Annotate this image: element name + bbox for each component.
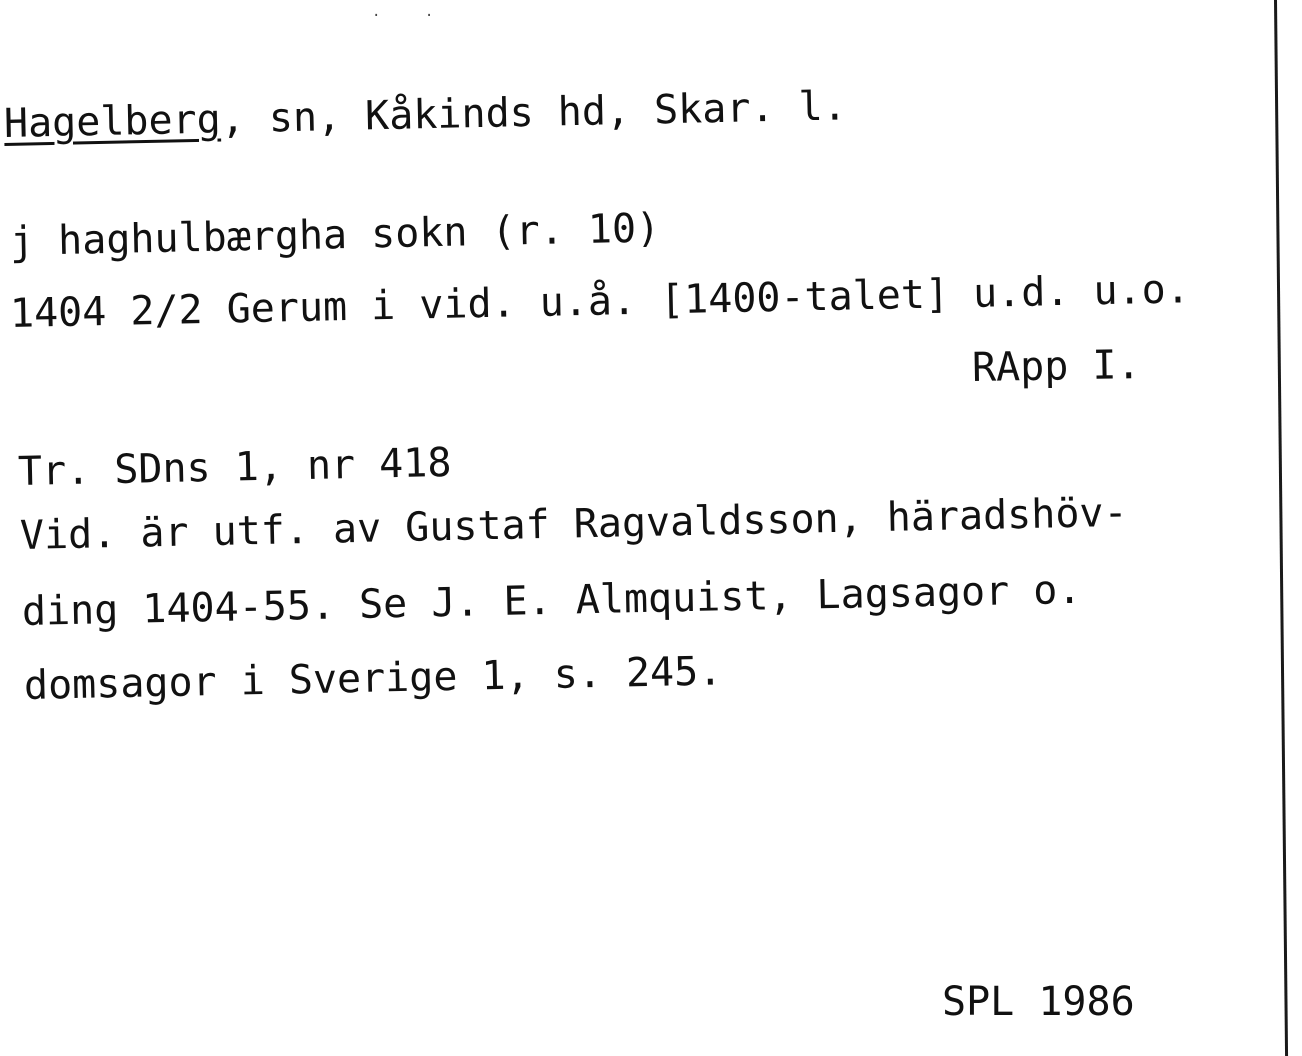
card-right-edge [1274, 0, 1288, 1056]
print-ref: Tr. SDns 1, nr 418 [17, 439, 452, 495]
historical-form: j haghulbærgha sokn (r. 10) [9, 205, 661, 265]
source-ref: RApp I. [971, 342, 1141, 391]
card-footer: SPL 1986 [942, 979, 1135, 1025]
note-line-3: domsagor i Sverige 1, s. 245. [23, 648, 723, 709]
note-line-1: Vid. är utf. av Gustaf Ragvaldsson, häradshöv- [19, 489, 1129, 559]
note-line-2: ding 1404-55. Se J. E. Almquist, Lagsagor o. [21, 566, 1082, 635]
headword: Hagelberg [3, 96, 222, 147]
top-marks: . . [372, 4, 452, 20]
entry-heading [3, 82, 847, 148]
citation-line: 1404 2/2 Gerum i vid. u.å. [1400-talet] u.d. u.o. [9, 266, 1191, 337]
heading-details: , sn, Kåkinds hd, Skar. l. [220, 83, 848, 143]
